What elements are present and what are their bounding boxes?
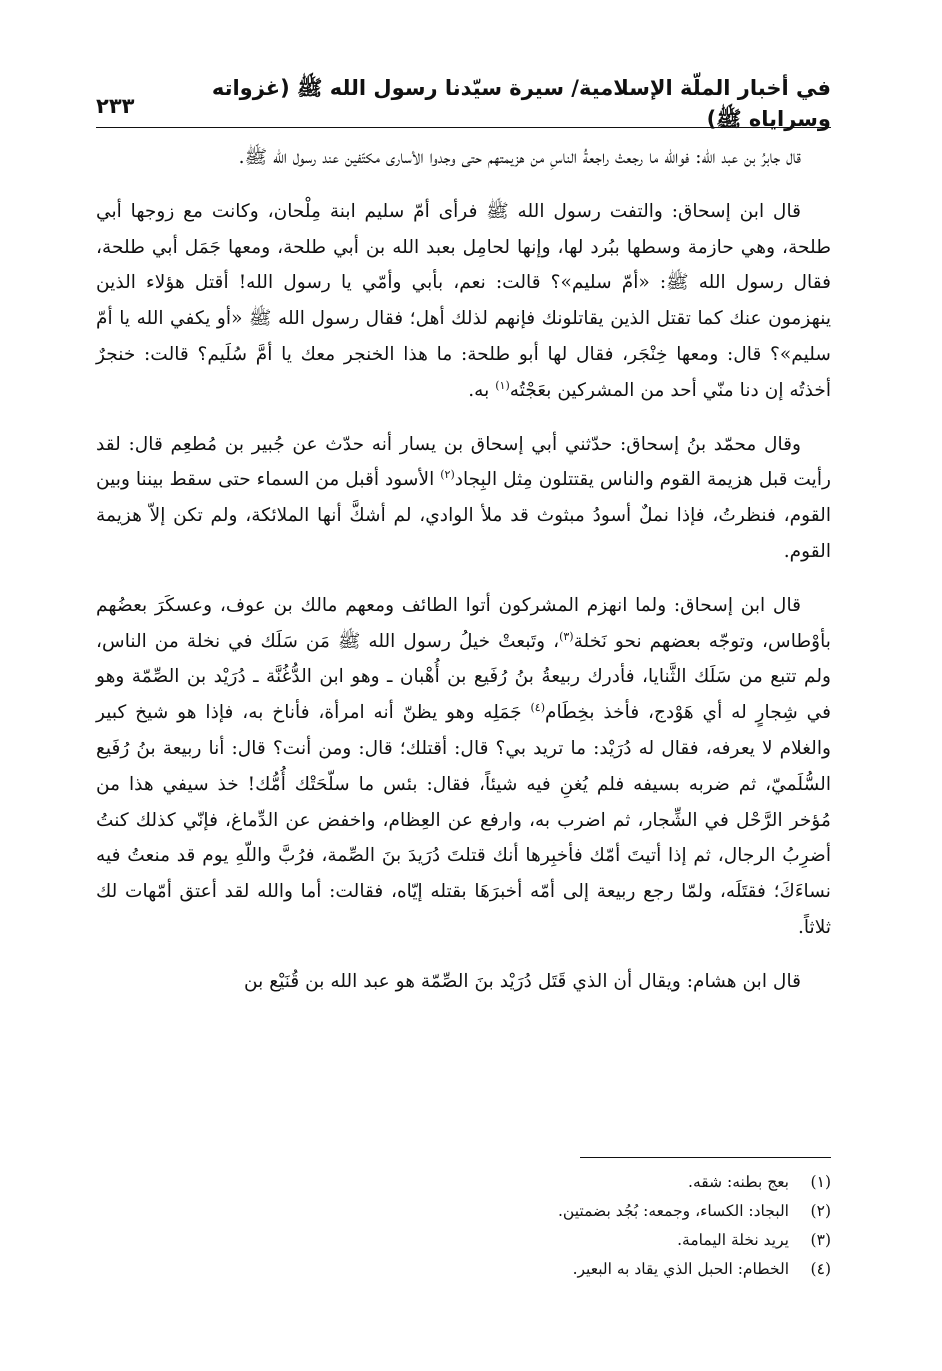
footnote-rule [580, 1157, 831, 1158]
footnote-ref: (٤) [530, 700, 545, 714]
paragraph: قال ابن إسحاق: والتفت رسول الله ﷺ فرأى أمّ سليم ابنة مِلْحان، وكانت مع زوجها أبي طلحة، وهي حازمة وسطها ببُرد لها، وإنها لحامِل بعبد الله بن أبي طلحة، ومعها جَمَل أبي طلحة، فقال رسول الله ﷺ: «أمّ سليم»؟ قالت: نعم، بأبي وأمّي يا رسول الله! أقتل هؤلاء الذين ينهزمون عنك كما تقتل الذين يقاتلونك فإنهم لذلك أهل؛ فقال رسول الله ﷺ «أو يكفي الله يا أمّ سليم»؟ قال: ومعها خِنْجَر، فقال لها أبو طلحة: ما هذا الخنجر معك يا أمَّ سُلَيم؟ قالت: خنجرٌ أخذتُه إن دنا منّي أحد من المشركين بعَجْتُه$^{(١)}$ به. [96, 200, 831, 401]
running-header [96, 76, 831, 131]
footnote-ref: (٣) [559, 629, 574, 643]
footnote-text: يريد نخلة اليمامة. [677, 1231, 789, 1249]
footnote-text: بعج بطنه: شقه. [688, 1173, 789, 1191]
main-text [96, 140, 831, 1018]
paragraph: قال ابن هشام: ويقال أن الذي قَتَل دُرَيْد بنَ الصِّمّة هو عبد الله بن قُنَيْع بن [243, 970, 801, 992]
footnote-number: (١) [810, 1173, 831, 1191]
header-rule [96, 127, 831, 128]
footnote [96, 1255, 831, 1284]
header-title: في أخبار الملّة الإسلامية/ سيرة سيّدنا رسول الله ﷺ (غزواته وسراياه ﷺ) [211, 76, 831, 131]
footnote-ref: (٢) [440, 468, 455, 482]
footnote-text: البجاد: الكساء، وجمعه: بُجُد بضمتين. [558, 1202, 789, 1220]
paragraph: وقال محمّد بنُ إسحاق: حدّثني أبي إسحاق بن يسار أنه حدّث عن جُبير بن مُطعِم قال: لقد رأيت قبل هزيمة القوم والناس يقتتلون مِثل البِجاد$^{(٢)}$ الأسود أقبل من السماء حتى سقط بيننا وبين القوم، فنظرتُ، فإذا نملٌ أسودُ مبثوث قد ملأ الوادي، لم أشكَّ أنها الملائكة، ولم تكن إلاّ هزيمة القوم. [96, 433, 831, 562]
footnote [96, 1226, 831, 1255]
footnote [96, 1168, 831, 1197]
footnote-number: (٣) [810, 1231, 831, 1249]
paragraph: قال ابن إسحاق: ولما انهزم المشركون أتوا الطائف ومعهم مالك بن عوف، وعسكَرَ بعضُهم بأوْطاس، وتوجّه بعضهم نحو نَخلة$^{(٣)}$، وتَبعتْ خيلُ رسول الله ﷺ مَن سَلَك في نخلة من الناس، ولم تتبع من سَلَك الثَّنايا، فأدرك ربيعةُ بنُ رُفَيع بن أُهْبان ـ وهو ابن الدُّغُنَّة ـ دُرَيْد بن الصِّمّة وهو في شِجارٍ له أي هَوْدج، فأخذ بخِطَام$^{(٤)}$ جَمَلِه وهو يظنّ أنه امرأة، فأناخ به، فإذا هو شيخ كبير والغلام لا يعرفه، فقال له دُرَيْد: ما تريد بي؟ قال: أقتلك؛ قال: ومن أنت؟ قال: أنا ربيعة بنُ رُفَيع السُّلَميّ، ثم ضربه بسيفه فلم يُغنِ فيه شيئاً، فقال: بئس ما سلّحَتْك أُمُّك! خذ سيفي هذا من مُؤخر الرَّحْل في الشِّجار، ثم اضرب به، وارفع عن العِظام، واخفض عن الدِّماغ، فإنّي كذلك كنتُ أضرِبُ الرجال، ثم إذا أتيتَ أمّك فأخبِرها أنك قتلتَ دُرَيدَ بنَ الصِّمة، فرُبَّ واللّهِ يوم قد منعتُ فيه نساءَكَ؛ فقتَلَه، ولمّا رجع ربيعة إلى أمّه أخبرَهَا بقتله إيّاه، فقالت: أما والله لقد أعتق أمّهات لك ثلاثاً. [96, 594, 831, 938]
page-number: ٢٣٣ [96, 94, 135, 118]
footnote-text: الخطام: الحبل الذي يقاد به البعير. [572, 1260, 789, 1278]
footnote-ref: (١) [495, 378, 510, 392]
footnote [96, 1197, 831, 1226]
footnote-number: (٤) [810, 1260, 831, 1278]
footnote-number: (٢) [810, 1202, 831, 1220]
footnotes [96, 1168, 831, 1284]
paragraph: قال جابرُ بن عبد الله: فوالله ما رجعتْ راجعةُ الناسِ من هزيمتهم حتى وجدوا الأسارى مكتّفين عند رسول الله ﷺ. [238, 147, 801, 168]
